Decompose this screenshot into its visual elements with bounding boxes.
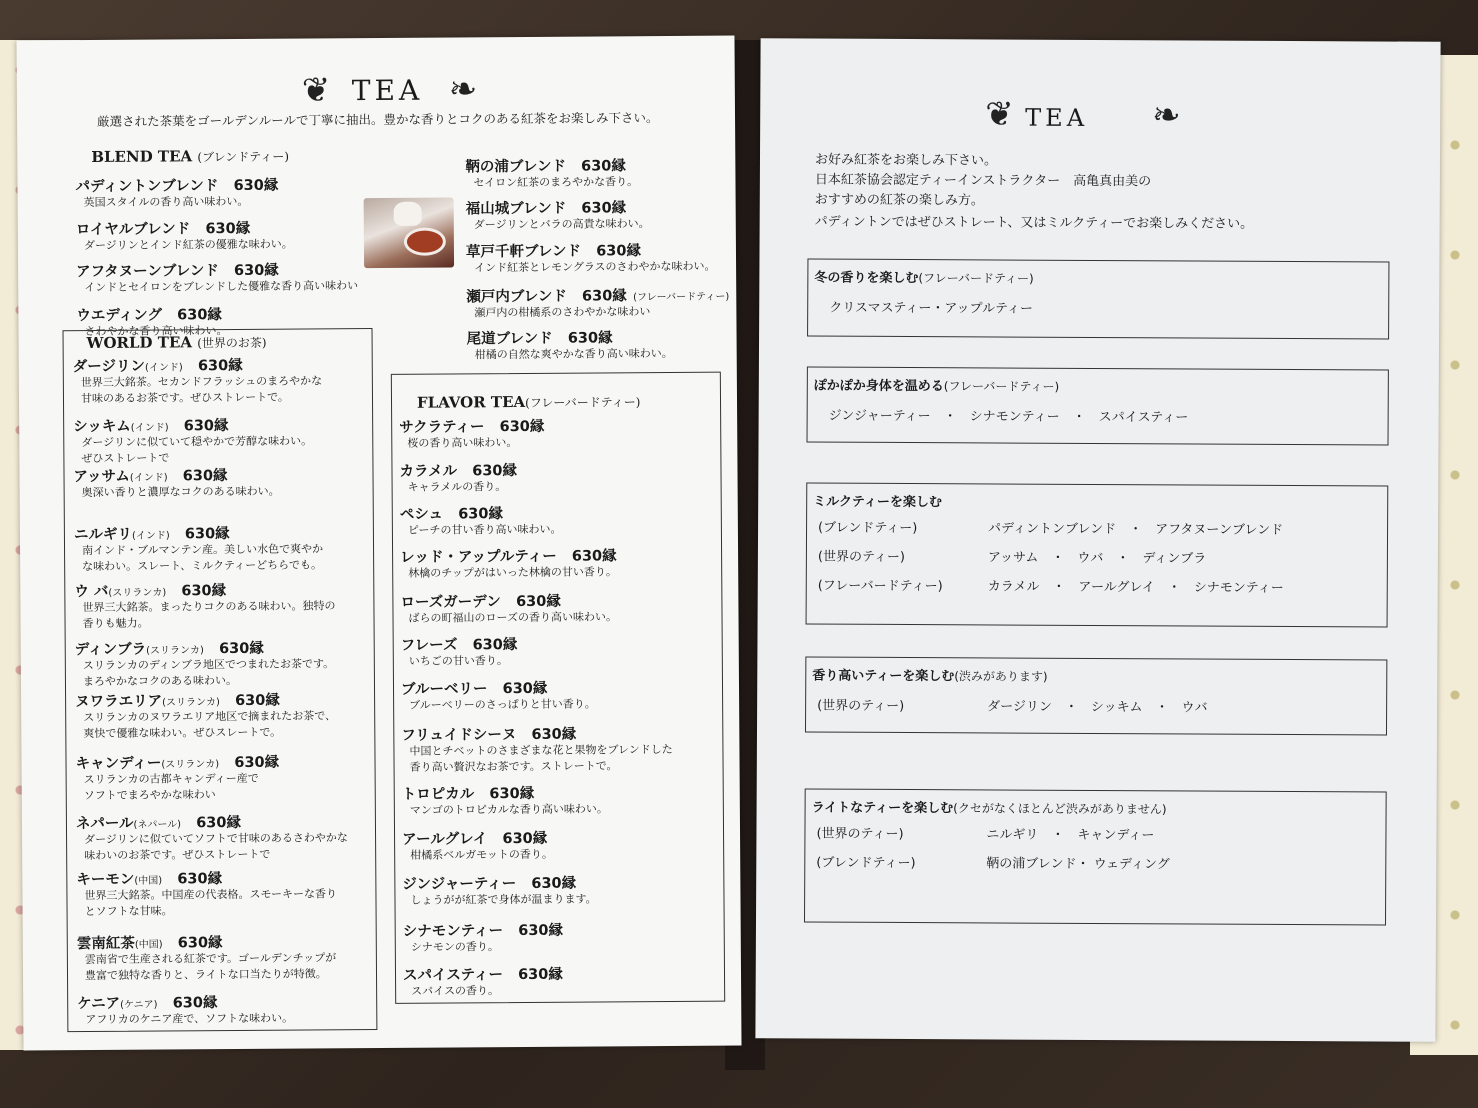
row-label: (世界のティー) [817, 549, 906, 565]
leaf-ornament-left: ❦ [301, 70, 331, 111]
menu-item-desc: ダージリンとバラの高貴な味わい。 [473, 217, 650, 232]
menu-item-desc: インドとセイロンをブレンドした優雅な香り高い味わい [84, 279, 359, 295]
menu-item-name [74, 579, 226, 601]
item-price: 630縁 [190, 220, 251, 238]
left-menu-page [16, 36, 741, 1051]
menu-item-desc: スリランカのディンブラ地区でつまれたお茶です。 [82, 657, 335, 673]
menu-item-desc: 豊富で独特な香りと、ライトな口当たりが特徴。 [84, 967, 327, 983]
page-title: TEA [1025, 103, 1089, 132]
box-subheading: (フレーバードティー) [943, 379, 1060, 394]
row-value: パディントンブレンド ・ アフタヌーンブレンド [988, 521, 1284, 538]
item-price: 630縁 [516, 726, 577, 744]
tea-photo [364, 197, 454, 268]
item-price: 630縁 [457, 463, 518, 480]
item-name: トロピカル [401, 786, 475, 803]
box-heading: ライトなティーを楽しむ [811, 800, 954, 817]
menu-item-name [75, 174, 278, 196]
item-name: ジンジャーティー [402, 876, 517, 893]
item-name: 雲南紅茶 [76, 935, 135, 953]
item-name: アフタヌーンブレンド [76, 263, 219, 281]
menu-item-desc: 雲南省で生産される紅茶です。ゴールデンチップが [84, 951, 337, 967]
item-name: 福山城ブレンド [465, 200, 567, 218]
menu-item-name [75, 751, 279, 773]
item-price: 630縁 [218, 262, 279, 280]
item-name: ヌワラエリア [75, 693, 163, 711]
item-origin: (スリランカ) [162, 697, 220, 709]
row-value: 鞆の浦ブレンド・ ウェディング [986, 856, 1170, 873]
item-name: アッサム [73, 468, 130, 486]
menu-item-name [399, 415, 544, 437]
item-price: 630縁 [503, 922, 564, 940]
menu-item-name [466, 239, 641, 261]
box-heading: ぽかぽか身体を温める [813, 378, 944, 395]
item-price: 630縁 [487, 680, 548, 698]
menu-item-name [77, 991, 217, 1013]
menu-item-name [76, 867, 222, 889]
menu-item-name [465, 154, 626, 176]
menu-item-name [75, 689, 280, 711]
menu-item-desc: 香りも魅力。 [82, 616, 149, 631]
item-price: 630縁 [565, 158, 626, 175]
item-name: パディントンブレンド [75, 178, 219, 196]
item-name: ロイヤルブレンド [75, 221, 191, 239]
item-origin: (スリランカ) [161, 759, 220, 771]
item-price: 630縁 [219, 754, 280, 772]
row-value: アッサム ・ ウバ ・ ディンブラ [987, 550, 1207, 567]
item-name: アールグレイ [402, 831, 488, 848]
item-price: 630縁 [162, 871, 223, 888]
item-price: 630縁 [566, 200, 627, 217]
item-price: 630縁 [169, 526, 230, 543]
item-note: (フレーバードティー) [626, 291, 730, 304]
menu-item-name [403, 919, 563, 941]
menu-item-desc: 世界三大銘茶。まったりコクのある味わい。独特の [82, 599, 336, 615]
item-price: 630縁 [552, 330, 613, 347]
item-name: ウエディング [76, 307, 163, 325]
item-name: ダージリン [72, 358, 146, 376]
leaf-ornament-left: ❦ [985, 94, 1014, 135]
box-subheading: (フレーバードティー) [918, 271, 1034, 286]
menu-item-name [402, 782, 535, 804]
item-price: 630縁 [566, 288, 627, 305]
item-origin: (インド) [144, 362, 183, 374]
item-price: 630縁 [167, 468, 228, 485]
menu-item-desc: スリランカの古都キャンディー産で [83, 771, 259, 787]
item-price: 630縁 [484, 418, 545, 436]
menu-item-desc: 英国スタイルの香り高い味わい。 [83, 194, 249, 210]
menu-item-desc: 甘味のあるお茶です。ぜひストレートで。 [80, 390, 289, 406]
menu-item-desc: ダージリンに似ていてソフトで甘味のあるさわやかな [84, 831, 348, 847]
box-title [813, 491, 942, 511]
item-price: 630縁 [516, 875, 577, 893]
item-name: ネパール [75, 815, 134, 833]
item-name: カラメル [399, 463, 458, 480]
item-name: 鞆の浦ブレンド [465, 158, 566, 176]
menu-item-name [75, 637, 264, 659]
page-title: TEA [351, 73, 424, 108]
item-price: 630縁 [442, 506, 503, 523]
item-name: サクラティー [399, 419, 485, 436]
menu-item-desc: いちごの甘い香り。 [408, 654, 508, 668]
row-label: (世界のティー) [817, 698, 905, 714]
menu-item-desc: 中国とチベットのさまざまな花と果物をブレンドした [409, 742, 673, 758]
item-origin: (インド) [130, 422, 169, 434]
item-name: ウ バ [74, 583, 109, 601]
item-name: ペシュ [399, 506, 444, 523]
item-price: 630縁 [487, 830, 548, 848]
item-price: 630縁 [474, 785, 535, 803]
menu-item-name [399, 459, 517, 481]
item-price: 630縁 [166, 583, 227, 600]
blend-heading: BLEND TEA (ブレンドティー) [91, 147, 290, 166]
item-name: ニルギリ [73, 526, 132, 544]
menu-item-desc: ばらの町福山のローズの香り高い味わい。 [408, 610, 618, 625]
menu-item-name [403, 963, 563, 985]
menu-item-desc: さわやかな香り高い味わい。 [84, 324, 228, 339]
menu-item-desc: ピーチの甘い香り高い味わい。 [407, 522, 562, 537]
item-price: 630縁 [168, 418, 229, 435]
menu-item-desc: スリランカのヌワラエリア地区で摘まれたお茶で、 [83, 709, 337, 725]
menu-item-name [76, 217, 251, 239]
item-name: ディンブラ [74, 641, 147, 659]
menu-item-desc: 爽快で優雅な味わい。ぜひスレートで。 [83, 725, 282, 741]
menu-item-name [76, 303, 222, 325]
item-price: 630縁 [219, 692, 280, 710]
item-name: シッキム [73, 418, 131, 436]
menu-item-name [466, 196, 627, 218]
item-origin: (インド) [131, 530, 170, 542]
menu-item-desc: 桜の香り高い味わい。 [407, 436, 518, 450]
menu-item-desc: な味わい。スレート、ミルクティーどちらでも。 [82, 558, 323, 574]
menu-item-desc: ソフトでまろやかな味わい [83, 788, 216, 803]
item-origin: (中国) [134, 875, 163, 887]
menu-item-name [76, 259, 279, 281]
menu-item-name [400, 502, 503, 524]
menu-item-desc: 味わいのお茶です。ぜひストレートで [84, 847, 271, 863]
item-price: 630縁 [556, 548, 617, 565]
menu-item-desc: 世界三大銘茶。中国産の代表格。スモーキーな香り [84, 887, 338, 903]
item-origin: (中国) [134, 939, 163, 951]
menu-item-desc: ダージリンとインド紅茶の優雅な味わい。 [83, 237, 293, 253]
menu-item-desc: 柑橘系ベルガモットの香り。 [410, 847, 553, 862]
menu-item-name [401, 677, 547, 699]
box-title [812, 797, 1167, 818]
box-title [814, 375, 1059, 395]
box-subheading: (渋みがあります) [954, 669, 1048, 684]
item-name: フリュイドシーヌ [401, 727, 517, 744]
box-title [814, 267, 1033, 287]
row-label: (フレーバードティー) [817, 578, 943, 595]
menu-item-name [73, 414, 228, 436]
menu-item-desc: 林檎のチップがはいった林檎の甘い香り。 [408, 565, 617, 580]
menu-item-desc: シナモンの香り。 [410, 940, 499, 954]
right-menu-page [755, 38, 1440, 1042]
flavor-heading: FLAVOR TEA(フレーバードティー) [416, 392, 641, 412]
item-name: フレーズ [400, 637, 458, 654]
menu-item-desc: 香り高い贅沢なお茶です。ストレートで。 [409, 759, 618, 774]
menu-item-desc: スパイスの香り。 [411, 984, 500, 998]
item-name: スパイスティー [402, 967, 503, 984]
row-label: (ブレンドティー) [818, 520, 918, 537]
item-price: 630縁 [157, 995, 218, 1012]
row-value: ジンジャーティー ・ シナモンティー ・ スパイスティー [828, 408, 1189, 426]
menu-item-desc: 奥深い香りと濃厚なコクのある味わい。 [81, 484, 280, 500]
item-price: 630縁 [203, 640, 264, 658]
item-name: 瀬戸内ブレンド [466, 288, 567, 306]
menu-item-desc: ブルーベリーのさっぱりと甘い香り。 [409, 697, 596, 712]
box-heading: 香り高いティーを楽しむ [812, 668, 955, 685]
row-label: (ブレンドティー) [816, 855, 916, 872]
item-price: 630縁 [580, 243, 642, 260]
item-name: キャンディー [75, 755, 162, 773]
menu-item-name [401, 633, 518, 655]
row-label: (世界のティー) [816, 826, 904, 842]
item-name: ブルーベリー [400, 681, 488, 698]
menu-item-name [402, 872, 576, 894]
menu-item-desc: セイロン紅茶のまろやかな香り。 [473, 175, 639, 190]
item-name: ローズガーデン [400, 594, 501, 611]
item-name: キーモン [76, 871, 135, 889]
menu-item-name [400, 590, 561, 612]
intro-text: 厳選された茶葉をゴールデンルールで丁寧に抽出。豊かな香りとコクのある紅茶をお楽しみ下さい。 [96, 110, 659, 129]
menu-item-name [74, 522, 230, 544]
menu-item-name [401, 723, 576, 745]
menu-item-desc: とソフトな甘味。 [84, 904, 173, 919]
menu-item-name [77, 931, 223, 953]
leaf-ornament-right: ❧ [448, 69, 478, 110]
row-value: ニルギリ ・ キャンディー [986, 827, 1155, 844]
item-price: 630縁 [500, 593, 561, 611]
row-value: クリスマスティー・アップルティー [829, 300, 1033, 317]
menu-item-name [73, 464, 227, 486]
item-name: 尾道ブレンド [466, 330, 553, 348]
item-origin: (ネパール) [133, 819, 182, 831]
item-price: 630縁 [162, 935, 223, 952]
item-origin: (スリランカ) [146, 645, 204, 657]
menu-item-desc: まろやかなコクのある味わい。 [82, 673, 238, 689]
menu-item-desc: ダージリンに似ていて穏やかで芳醇な味わい。 [81, 434, 313, 450]
intro-line-1: お好み紅茶をお楽しみ下さい。 [814, 152, 998, 169]
menu-item-desc: 柑橘の自然な爽やかな香り高い味わい。 [474, 346, 673, 362]
box-heading: 冬の香りを楽しむ [814, 270, 919, 287]
item-price: 630縁 [161, 307, 222, 324]
menu-item-desc: 世界三大銘茶。セカンドフラッシュのまろやかな [80, 374, 323, 390]
intro-line-2: 日本紅茶協会認定ティーインストラクター 高亀真由美の [814, 172, 1152, 190]
item-name: シナモンティー [402, 923, 504, 940]
box-subheading: (クセがなくほとんど渋みがありません) [953, 801, 1167, 817]
menu-item-desc: 南インド・ブルマンテン産。美しい水色で爽やか [82, 542, 324, 558]
world-heading: WORLD TEA (世界のお茶) [86, 333, 267, 353]
item-name: ケニア [77, 995, 121, 1013]
item-origin: (スリランカ) [108, 587, 167, 599]
item-price: 630縁 [457, 637, 518, 654]
item-price: 630縁 [180, 814, 242, 832]
menu-item-desc: しょうがが紅茶で身体が温まります。 [410, 892, 597, 907]
intro-line-4: パディントンではぜひストレート、又はミルクティーでお楽しみください。 [814, 214, 1254, 232]
leaf-ornament-right: ❧ [1152, 95, 1181, 136]
item-price: 630縁 [218, 177, 279, 195]
item-origin: (インド) [129, 472, 168, 484]
item-name: レッド・アップルティー [400, 548, 557, 566]
menu-item-desc: アフリカのケニア産で、ソフトな味わい。 [85, 1011, 294, 1027]
menu-item-name [466, 284, 729, 307]
menu-item-name [73, 354, 243, 376]
menu-item-desc: 瀬戸内の柑橘系のさわやかな味わい [474, 305, 651, 320]
item-price: 630縁 [182, 357, 243, 375]
menu-item-name [466, 326, 612, 348]
item-name: 草戸千軒ブレンド [465, 243, 582, 261]
menu-item-desc: キャラメルの香り。 [407, 480, 507, 494]
menu-item-desc: ぜひストレートで [81, 451, 170, 466]
menu-item-name [400, 544, 617, 567]
menu-item-desc: インド紅茶とレモングラスのさわやかな味わい。 [474, 259, 716, 275]
menu-item-name [402, 827, 547, 849]
menu-item-name [76, 811, 241, 833]
row-value: ダージリン ・ シッキム ・ ウバ [987, 699, 1208, 716]
intro-line-3: おすすめの紅茶の楽しみ方。 [814, 192, 984, 209]
box-heading: ミルクティーを楽しむ [813, 494, 942, 511]
box-title [812, 665, 1047, 685]
row-value: カラメル ・ アールグレイ ・ シナモンティー [987, 579, 1284, 596]
menu-item-desc: マンゴのトロピカルな香り高い味わい。 [409, 802, 608, 817]
item-origin: (ケニア) [120, 999, 158, 1011]
item-price: 630縁 [502, 966, 563, 984]
